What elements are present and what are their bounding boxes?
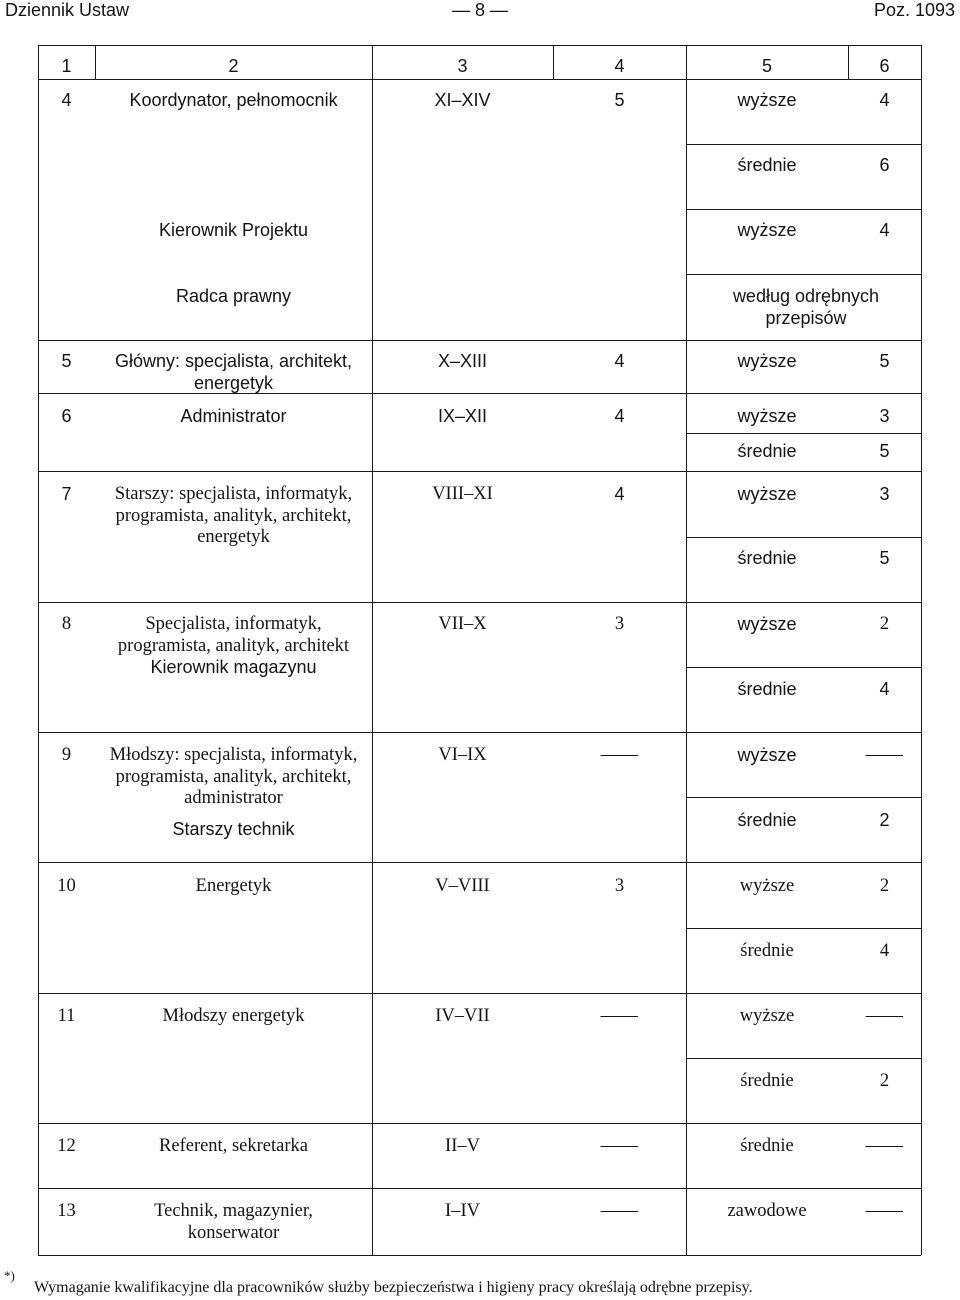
vertical-rule [372,45,373,1255]
journal-name: Dziennik Ustaw [5,0,130,20]
grade-range: IX–XII [437,406,488,426]
column-number: 1 [61,56,72,76]
col4-value: — [601,1136,638,1156]
column-number: 5 [761,56,772,76]
qualification-education: wyższe [739,876,795,896]
job-title [95,614,372,657]
col4-value: 3 [614,614,625,634]
qualification-years: 4 [879,90,890,110]
job-title [95,1201,372,1244]
job-title [95,1006,372,1028]
job-title-line: Kierownik Projektu [158,220,309,240]
horizontal-rule [38,1255,921,1256]
qualification-years: 4 [879,220,890,240]
qualification-years: — [866,1201,903,1221]
job-title-line: Radca prawny [175,286,292,306]
grade-range: II–V [445,1136,480,1156]
job-title-line: Młodszy energetyk [162,1006,305,1026]
grade-range: IV–VII [435,1006,490,1026]
horizontal-rule [38,340,921,341]
qualification-years: — [866,745,903,765]
column-number: 2 [228,56,239,76]
job-title-line: programista, analityk, architekt, [115,766,352,787]
horizontal-rule [686,797,921,798]
col4-value: 5 [614,90,625,110]
horizontal-rule [38,862,921,863]
qualification-years: 5 [879,351,890,371]
qualification-years: — [866,1006,903,1026]
horizontal-rule [686,537,921,538]
job-title-line: energetyk [197,527,270,547]
job-title-line: administrator [184,788,283,808]
qualification-education: średnie [740,1136,794,1156]
job-title [95,745,372,810]
grade-range: I–IV [445,1201,480,1221]
horizontal-rule [38,45,921,46]
qualification-years: 6 [879,155,890,175]
col4-value: — [601,745,638,765]
horizontal-rule [38,1188,921,1189]
job-title [95,876,372,898]
grade-range: V–VIII [435,876,490,896]
col4-value: — [601,1006,638,1026]
job-title [95,220,372,242]
row-number: 4 [61,90,72,110]
horizontal-rule [686,667,921,668]
footnote-marker: *) [4,1268,15,1283]
job-title [95,351,372,394]
horizontal-rule [686,144,921,145]
job-title-line: Kierownik magazynu [150,657,317,677]
qualification-years: 4 [879,941,890,961]
qualification-years: 3 [879,406,890,426]
qualification-education: wyższe [737,614,797,634]
job-title-line: Starszy technik [172,819,295,839]
grade-range: VII–X [438,614,487,634]
job-title [95,406,372,428]
item-number: Poz. 1093 [873,0,955,20]
qualification-years: 2 [879,614,890,634]
qualification-education: średnie [737,548,797,568]
horizontal-rule [38,732,921,733]
row-number: 8 [61,614,72,634]
row-number: 5 [61,351,72,371]
job-title-line: Referent, sekretarka [159,1136,308,1156]
qualification-years-cell [848,1136,921,1157]
qualification-education: wyższe [737,90,797,110]
grade-range: VI–IX [438,745,487,765]
qualification-years: 3 [879,484,890,504]
job-title-line: programista, analityk, architekt, [115,505,352,526]
qualification-years-cell [848,1201,921,1222]
row-number: 9 [61,745,72,765]
qualification-education: wyższe [737,220,797,240]
horizontal-rule [38,79,921,80]
job-title-line: Energetyk [195,876,272,896]
col4-value: 4 [614,351,625,371]
job-title-line: Starszy: specjalista, informatyk, [114,484,353,504]
qualification-years: 5 [879,548,890,568]
row-number: 11 [57,1006,76,1026]
qualification-education: średnie [737,155,797,175]
qualification-education: średnie [737,679,797,699]
job-title-line: Administrator [180,406,287,426]
col4-cell [553,1006,686,1027]
horizontal-rule [686,928,921,929]
qualification-years: 2 [879,876,890,896]
job-title [95,657,372,679]
col4-value: 4 [614,406,625,426]
qualification-education: wyższe [739,1006,795,1026]
footnote-text: Wymaganie kwalifikacyjne dla pracowników służby bezpieczeństwa i higieny pracy określają odrębne przepisy. [34,1279,753,1296]
qualification-years: 2 [879,1071,890,1091]
qualification-education: wyższe [737,406,797,426]
vertical-rule [921,45,922,1255]
column-number: 4 [614,56,625,76]
qualification-education: średnie [737,441,797,461]
row-number: 7 [61,484,72,504]
row-number: 6 [61,406,72,426]
horizontal-rule [38,1123,921,1124]
job-title-line: Młodszy: specjalista, informatyk, [109,745,358,765]
horizontal-rule [686,433,921,434]
qualification-education: według odrębnych przepisów [732,286,880,328]
grade-range: VIII–XI [432,484,493,504]
grade-range: X–XIII [437,351,488,371]
horizontal-rule [686,209,921,210]
job-title [95,484,372,549]
qualification-education: zawodowe [727,1201,807,1221]
column-number: 3 [457,56,468,76]
row-number: 13 [57,1201,76,1221]
qualification-years: 4 [879,679,890,699]
job-title [95,286,372,308]
horizontal-rule [686,1058,921,1059]
col4-cell [553,745,686,766]
col4-cell [553,1201,686,1222]
job-title-line: Główny: specjalista, architekt, [114,351,353,371]
qualification-years-cell [848,1006,921,1027]
job-title [95,819,372,841]
qualification-education: średnie [740,941,794,961]
qualification-education: średnie [740,1071,794,1091]
horizontal-rule [686,274,921,275]
col4-value: — [601,1201,638,1221]
horizontal-rule [38,993,921,994]
qualification-years: 5 [879,441,890,461]
grade-range: XI–XIV [434,90,491,110]
job-title-line: konserwator [187,1222,280,1243]
row-number: 10 [57,876,76,896]
col4-cell [553,1136,686,1157]
job-title-line: Specjalista, informatyk, [145,614,322,634]
qualification-years-cell [848,745,921,766]
page-number: — 8 — [451,0,508,20]
qualification-years: — [866,1136,903,1156]
job-title [95,90,372,112]
row-number: 12 [57,1136,76,1156]
job-title-line: Technik, magazynier, [154,1201,313,1221]
col4-value: 3 [614,876,625,896]
horizontal-rule [38,602,921,603]
job-title [95,1136,372,1158]
col4-value: 4 [614,484,625,504]
job-title-line: Koordynator, pełnomocnik [129,90,338,110]
job-title-line: programista, analityk, architekt [117,635,350,656]
horizontal-rule [38,471,921,472]
column-number: 6 [879,56,890,76]
qualification-education: wyższe [737,351,797,371]
qualification-education: średnie [737,810,797,830]
qualification-years: 2 [879,810,890,830]
vertical-rule [38,45,39,1255]
qualification-education: wyższe [737,745,797,765]
qualification-education: wyższe [737,484,797,504]
job-title-line: energetyk [193,372,274,393]
